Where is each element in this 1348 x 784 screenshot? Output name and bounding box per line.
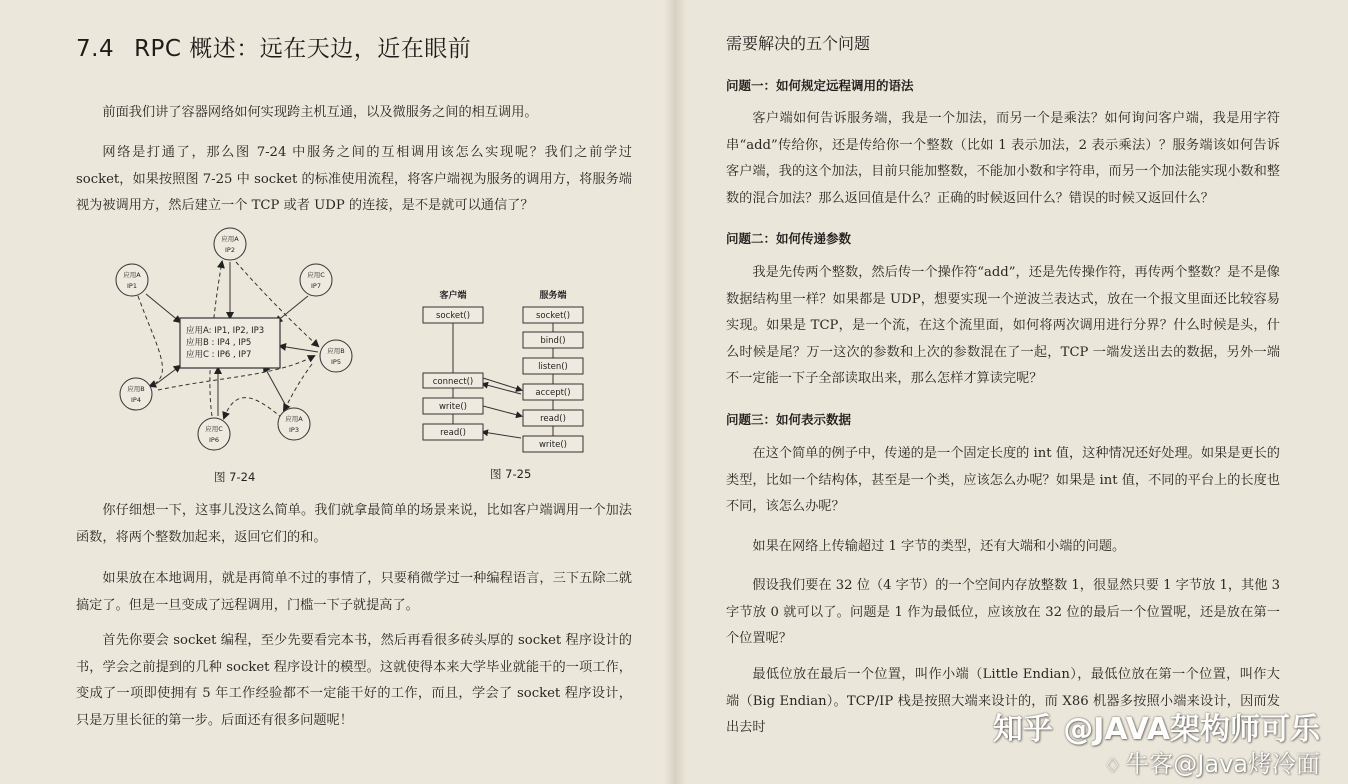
svg-text:应用A: 应用A	[221, 235, 239, 243]
paragraph: 前面我们讲了容器网络如何实现跨主机互通，以及微服务之间的相互调用。	[102, 105, 538, 120]
data-arrow	[483, 406, 521, 416]
question-heading: 问题一：如何规定远程调用的语法	[726, 78, 914, 93]
figure-caption: 图 7-25	[490, 467, 532, 481]
client-step: socket()	[435, 311, 471, 321]
paragraph: 最低位放在最后一个位置，叫作小端（Little Endian），最低位放在第一个位置，叫作大端（Big Endian）。TCP/IP 栈是按照大端来设计的，而 X86 机器多按照小端来设计，因而发出去时	[726, 667, 1280, 735]
svg-text:应用B: 应用B	[127, 385, 145, 393]
figure-7-25	[416, 286, 596, 456]
client-step: connect()	[432, 377, 474, 387]
question-heading: 问题二：如何传递参数	[726, 231, 852, 246]
link-line	[280, 346, 318, 352]
node	[320, 340, 352, 372]
node	[120, 378, 152, 410]
client-step: write()	[438, 402, 468, 412]
svg-text:应用B: 应用B	[327, 347, 345, 355]
server-step: accept()	[535, 388, 571, 398]
watermark-niuke	[1103, 744, 1320, 779]
paragraph: 如果在网络上传输超过 1 字节的类型，还有大端和小端的问题。	[752, 539, 1126, 554]
registry-line: 应用C : IP6 , IP7	[186, 350, 252, 360]
svg-text:IP3: IP3	[289, 426, 299, 434]
svg-text:IP7: IP7	[311, 282, 321, 290]
paragraph: 我是先传两个整数，然后传一个操作符“add”，还是先传操作符，再传两个整数？是不是像数据结构里一样？如果都是 UDP，想要实现一个逆波兰表达式，放在一个报文里面还比较容易实现。如果是 TCP，是一个流，在这个流里面，如何将两次调用进行分界？什么时候是头，什么时候是尾？万一这次的参数和上次的参数混在了一起，TCP 一端发送出去的数据，另外一端不一定能一下子全部读取出来，那么怎样才算读完呢？	[726, 265, 1280, 386]
svg-text:IP2: IP2	[225, 246, 235, 254]
server-step: listen()	[538, 362, 568, 372]
watermark-zhihu: 知乎 @JAVA架构师可乐	[992, 712, 1320, 747]
svg-text:应用C: 应用C	[205, 425, 223, 433]
dashed-call	[284, 364, 312, 410]
book-gutter	[664, 0, 686, 784]
svg-text:IP4: IP4	[131, 396, 141, 404]
paragraph: 网络是打通了，那么图 7-24 中服务之间的互相调用该怎么实现呢？我们之前学过 socket，如果按照图 7-25 中 socket 的标准使用流程，将客户端视为服务的调用方，将服务端视为被调用方，然后建立一个 TCP 或者 UDP 的连接，是不是就可以通信了？	[76, 145, 632, 213]
data-arrow	[483, 432, 521, 438]
watermark-niuke-text: 牛客@Java烤冷面	[1125, 750, 1320, 778]
right-heading: 需要解决的五个问题	[726, 34, 871, 53]
section-title-text: RPC 概述：远在天边，近在眼前	[134, 36, 472, 62]
figure-7-24	[106, 226, 376, 456]
node	[116, 264, 148, 296]
link-line	[276, 296, 308, 322]
node	[198, 418, 230, 450]
paragraph: 客户端如何告诉服务端，我是一个加法，而另一个是乘法？如何询问客户端，我是用字符串“add”传给你，还是传给你一个整数（比如 1 表示加法，2 表示乘法）？服务端该如何告诉客户端，我的这个加法，目前只能加整数，不能加小数和字符串，而另一个加法能实现小数和整数的混合加法？那么返回值是什么？正确的时候返回什么？错误的时候又返回什么？	[726, 111, 1280, 206]
svg-text:IP6: IP6	[209, 436, 219, 444]
niuke-logo-icon: ♢	[1103, 753, 1122, 777]
paragraph: 你仔细想一下，这事儿没这么简单。我们就拿最简单的场景来说，比如客户端调用一个加法函数，将两个整数加起来，返回它们的和。	[76, 503, 632, 545]
node	[278, 408, 310, 440]
section-title	[76, 30, 471, 63]
svg-text:应用A: 应用A	[285, 415, 303, 423]
handshake-arrow	[483, 384, 521, 394]
paragraph: 在这个简单的例子中，传递的是一个固定长度的 int 值，这种情况还好处理。如果是更长的类型，比如一个结构体，甚至是一个类，应该怎么办呢？如果是 int 值，不同的平台上的长度也不同，该怎么办呢？	[726, 446, 1280, 514]
dashed-call	[138, 296, 162, 386]
client-label: 客户端	[439, 291, 467, 301]
registry-line: 应用A: IP1, IP2, IP3	[186, 326, 265, 336]
svg-text:IP1: IP1	[127, 282, 137, 290]
paragraph: 首先你要会 socket 编程，至少先要看完本书，然后再看很多砖头厚的 socket 程序设计的书，学会之前提到的几种 socket 程序设计的模型。这就使得本来大学毕业就能干的一项工作，变成了一项即使拥有 5 年工作经验都不一定能干好的工作，而且，学会了 socket 程序设计，只是万里长征的第一步。后面还有很多问题呢！	[76, 633, 632, 728]
svg-text:应用A: 应用A	[123, 271, 141, 279]
registry-line: 应用B : IP4 , IP5	[186, 338, 252, 348]
node	[214, 228, 246, 260]
link-line	[264, 366, 286, 406]
dashed-call	[224, 398, 282, 418]
server-step: socket()	[535, 311, 571, 321]
svg-text:应用C: 应用C	[307, 271, 325, 279]
server-step: read()	[540, 414, 566, 424]
server-step: bind()	[540, 336, 566, 346]
paragraph: 假设我们要在 32 位（4 字节）的一个空间内存放整数 1，很显然只要 1 字节放 1，其他 3 字节放 0 就可以了。问题是 1 作为最低位，应该放在 32 位的最后一个位置呢，还是放在第一个位置呢？	[726, 578, 1280, 646]
section-number: 7.4	[76, 36, 115, 62]
handshake-arrow	[483, 378, 521, 390]
node	[300, 264, 332, 296]
client-step: read()	[440, 428, 466, 438]
paragraph: 如果放在本地调用，就是再简单不过的事情了，只要稍微学过一种编程语言，三下五除二就搞定了。但是一旦变成了远程调用，门槛一下子就提高了。	[76, 571, 632, 613]
question-heading: 问题三：如何表示数据	[726, 412, 852, 427]
server-step: write()	[538, 440, 568, 450]
svg-text:IP5: IP5	[331, 358, 341, 366]
link-line	[156, 366, 180, 384]
figure-caption: 图 7-24	[214, 470, 256, 484]
server-label: 服务端	[539, 291, 567, 301]
link-line	[146, 294, 180, 322]
